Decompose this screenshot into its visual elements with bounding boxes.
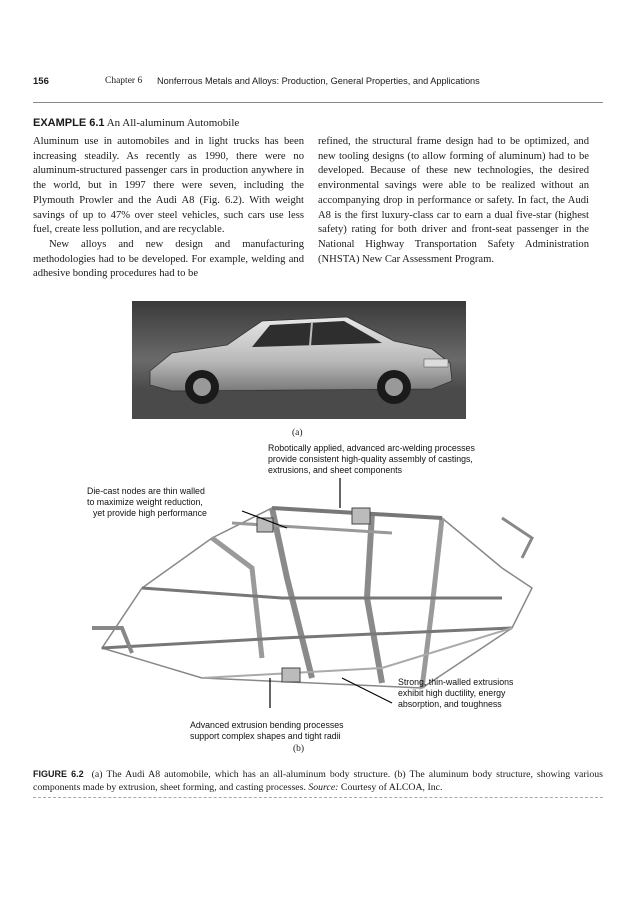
annotation-line: support complex shapes and tight radii — [190, 730, 341, 741]
paragraph: refined, the structural frame design had to be optimized, and new tooling designs (to allow forming of aluminum) had to be developed. Because of these new technologies, the desired environmental savings were able to be realized without an accompanying drop in performance or safety. In fact, the Audi A8 is the first luxury-class car to earn a dual five-star (highest safety) rating for both driver and front-seat passenger in the National Highway Transportation Safety Administration (NHSTA) New Car Assessment Program. — [318, 136, 589, 265]
caption-source: Courtesy of ALCOA, Inc. — [340, 782, 443, 793]
annotation-welding — [268, 443, 475, 475]
annotation-line: yet provide high performance — [93, 507, 207, 518]
caption-label: FIGURE 6.2 — [33, 769, 84, 779]
page-number: 156 — [33, 76, 49, 87]
header-rule — [33, 102, 603, 103]
body-column-right — [318, 135, 589, 267]
annotation-line: Robotically applied, advanced arc-welding processes — [268, 443, 475, 453]
annotation-line: Strong, thin-walled extrusions — [398, 677, 514, 687]
annotation-line: Advanced extrusion bending processes — [190, 720, 344, 730]
annotation-die-cast — [87, 486, 207, 518]
annotation-line: Die-cast nodes are thin walled — [87, 486, 205, 496]
annotation-line: exhibit high ductility, energy — [398, 687, 506, 698]
paragraph: New alloys and new design and manufacturing methodologies had to be developed. For example, welding and adhesive bonding procedures had to be — [33, 238, 304, 280]
chapter-label: Chapter 6 — [105, 76, 143, 86]
figure-label-b: (b) — [293, 744, 305, 754]
annotation-line: provide consistent high-quality assembly of castings, — [268, 453, 473, 464]
figure-caption — [33, 768, 603, 794]
example-heading: An All-aluminum Automobile — [106, 117, 240, 129]
annotation-bending — [190, 720, 344, 742]
chapter-title: Nonferrous Metals and Alloys: Production, General Properties, and Applications — [157, 76, 480, 86]
annotation-line: to maximize weight reduction, — [87, 496, 203, 507]
annotation-line: absorption, and toughness — [398, 698, 502, 709]
caption-text: (a) The Audi A8 automobile, which has an all-aluminum body structure. (b) The aluminum body structure, showing various components made by extrusion, sheet forming, and casting processes. — [33, 769, 603, 793]
body-column-left — [33, 135, 304, 282]
car-photo — [132, 301, 466, 419]
example-label: EXAMPLE 6.1 — [33, 117, 105, 129]
paragraph: Aluminum use in automobiles and in light trucks has been increasing steadily. As recently as 1990, there were no aluminum-structured passenger cars in production anywhere in the world, but in 1997 there were seven, including the Plymouth Prowler and the Audi A8 (Fig. 6.2). With weight savings of up to 47% over steel vehicles, such cars use less fuel, create less pollution, and are recyclable. — [33, 136, 304, 236]
caption-source-label: Source: — [308, 782, 339, 793]
footer-rule — [33, 797, 603, 798]
annotation-line: extrusions, and sheet components — [268, 464, 402, 475]
figure-label-a: (a) — [292, 428, 303, 438]
annotation-extrusions — [398, 677, 513, 709]
example-title — [33, 117, 239, 129]
